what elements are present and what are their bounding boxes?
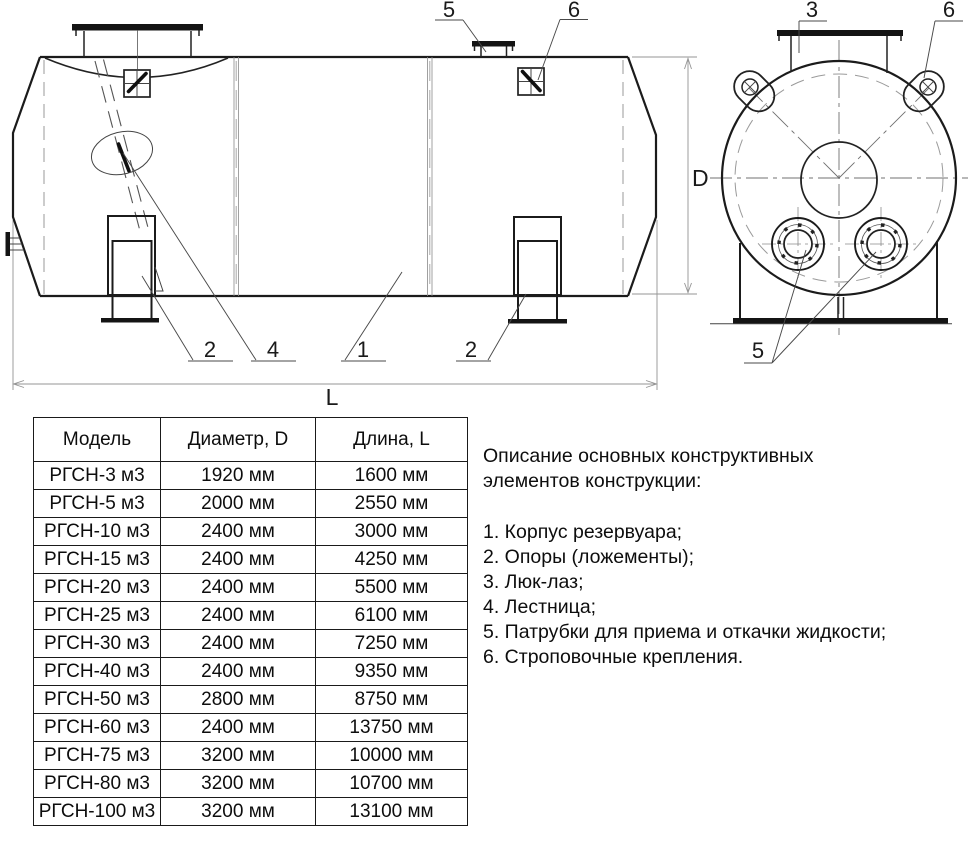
cell-length: 7250 мм (316, 630, 468, 658)
cell-model: РГСН-15 м3 (34, 546, 161, 574)
callout-label-5: 5 (751, 338, 765, 363)
cell-diameter: 3200 мм (161, 798, 316, 826)
cell-model: РГСН-30 м3 (34, 630, 161, 658)
nozzle-end-right (845, 207, 917, 282)
table-row (34, 714, 468, 742)
cell-diameter: 2000 мм (161, 490, 316, 518)
cell-model: РГСН-100 м3 (34, 798, 161, 826)
description-item: 4. Лестница; (483, 596, 597, 618)
cell-length: 10000 мм (316, 742, 468, 770)
cell-model: РГСН-20 м3 (34, 574, 161, 602)
cell-length: 3000 мм (316, 518, 468, 546)
support-end (710, 241, 952, 324)
col-header-model: Модель (34, 418, 161, 462)
cell-length: 8750 мм (316, 686, 468, 714)
table-row (34, 490, 468, 518)
cell-diameter: 2400 мм (161, 658, 316, 686)
description-item: 6. Строповочные крепления. (483, 646, 744, 668)
description-title-line1: Описание основных конструктивных (483, 445, 814, 467)
description-title (483, 444, 965, 493)
col-header-diameter: Диаметр, D (161, 418, 316, 462)
table-row (34, 462, 468, 490)
spec-table (33, 417, 468, 826)
description-panel (483, 444, 965, 670)
cell-length: 5500 мм (316, 574, 468, 602)
cell-model: РГСН-5 м3 (34, 490, 161, 518)
callout-label-2: 2 (464, 337, 478, 362)
description-item: 5. Патрубки для приема и откачки жидкости; (483, 621, 887, 643)
description-item: 2. Опоры (ложементы); (483, 546, 695, 568)
cell-length: 1600 мм (316, 462, 468, 490)
table-row (34, 630, 468, 658)
cell-model: РГСН-75 м3 (34, 742, 161, 770)
callout-label-6: 6 (942, 0, 956, 22)
technical-drawing (0, 0, 972, 412)
lifting-lug-left (124, 70, 150, 97)
cell-diameter: 2400 мм (161, 546, 316, 574)
callout-6-end (924, 0, 963, 78)
support-right (508, 217, 567, 324)
cell-model: РГСН-60 м3 (34, 714, 161, 742)
cell-length: 9350 мм (316, 658, 468, 686)
cell-length: 13750 мм (316, 714, 468, 742)
callout-2-right (456, 294, 526, 362)
cell-diameter: 2400 мм (161, 602, 316, 630)
col-header-length: Длина, L (316, 418, 468, 462)
table-row (34, 602, 468, 630)
cell-diameter: 3200 мм (161, 742, 316, 770)
cell-length: 2550 мм (316, 490, 468, 518)
support-left (101, 216, 163, 323)
spec-table-body (34, 462, 468, 826)
callout-label-4: 4 (266, 337, 280, 362)
spec-table-header-row (34, 418, 468, 462)
callout-label-2: 2 (203, 337, 217, 362)
cell-length: 6100 мм (316, 602, 468, 630)
cell-diameter: 2400 мм (161, 574, 316, 602)
description-item: 1. Корпус резервуара; (483, 521, 683, 543)
cell-length: 10700 мм (316, 770, 468, 798)
callout-label-1: 1 (356, 337, 370, 362)
cell-model: РГСН-10 м3 (34, 518, 161, 546)
callout-label-6: 6 (567, 0, 581, 22)
callout-3-end (799, 0, 827, 53)
dim-label-D: D (692, 165, 709, 191)
end-view (710, 0, 968, 363)
cell-diameter: 2800 мм (161, 686, 316, 714)
tank-body (13, 57, 656, 296)
cell-length: 13100 мм (316, 798, 468, 826)
callout-6-side (538, 0, 588, 80)
table-row (34, 770, 468, 798)
lifting-lug-end-left (728, 65, 781, 118)
cell-diameter: 2400 мм (161, 630, 316, 658)
callout-4 (123, 153, 296, 362)
cell-model: РГСН-25 м3 (34, 602, 161, 630)
callout-label-5: 5 (442, 0, 456, 22)
cell-model: РГСН-40 м3 (34, 658, 161, 686)
lifting-lug-right (518, 68, 544, 95)
lifting-lug-end-right (897, 65, 950, 118)
table-row (34, 742, 468, 770)
left-end-nozzle (6, 232, 25, 256)
cell-model: РГСН-3 м3 (34, 462, 161, 490)
table-row (34, 546, 468, 574)
description-title-line2: элементов конструкции: (483, 469, 702, 492)
description-item: 3. Люк-лаз; (483, 571, 584, 593)
top-nozzle (472, 41, 515, 57)
dimension-D (632, 57, 709, 294)
cell-diameter: 2400 мм (161, 518, 316, 546)
table-row (34, 798, 468, 826)
cell-diameter: 3200 мм (161, 770, 316, 798)
cell-length: 4250 мм (316, 546, 468, 574)
nozzle-end-left (762, 207, 834, 282)
cell-model: РГСН-80 м3 (34, 770, 161, 798)
manhole-end (777, 30, 903, 73)
callout-1 (341, 272, 402, 362)
table-row (34, 518, 468, 546)
cell-diameter: 1920 мм (161, 462, 316, 490)
description-items (483, 520, 965, 670)
cell-diameter: 2400 мм (161, 714, 316, 742)
cell-model: РГСН-50 м3 (34, 686, 161, 714)
side-view (6, 0, 709, 410)
table-row (34, 658, 468, 686)
dim-label-L: L (325, 384, 339, 410)
table-row (34, 686, 468, 714)
table-row (34, 574, 468, 602)
callout-label-3: 3 (805, 0, 819, 22)
